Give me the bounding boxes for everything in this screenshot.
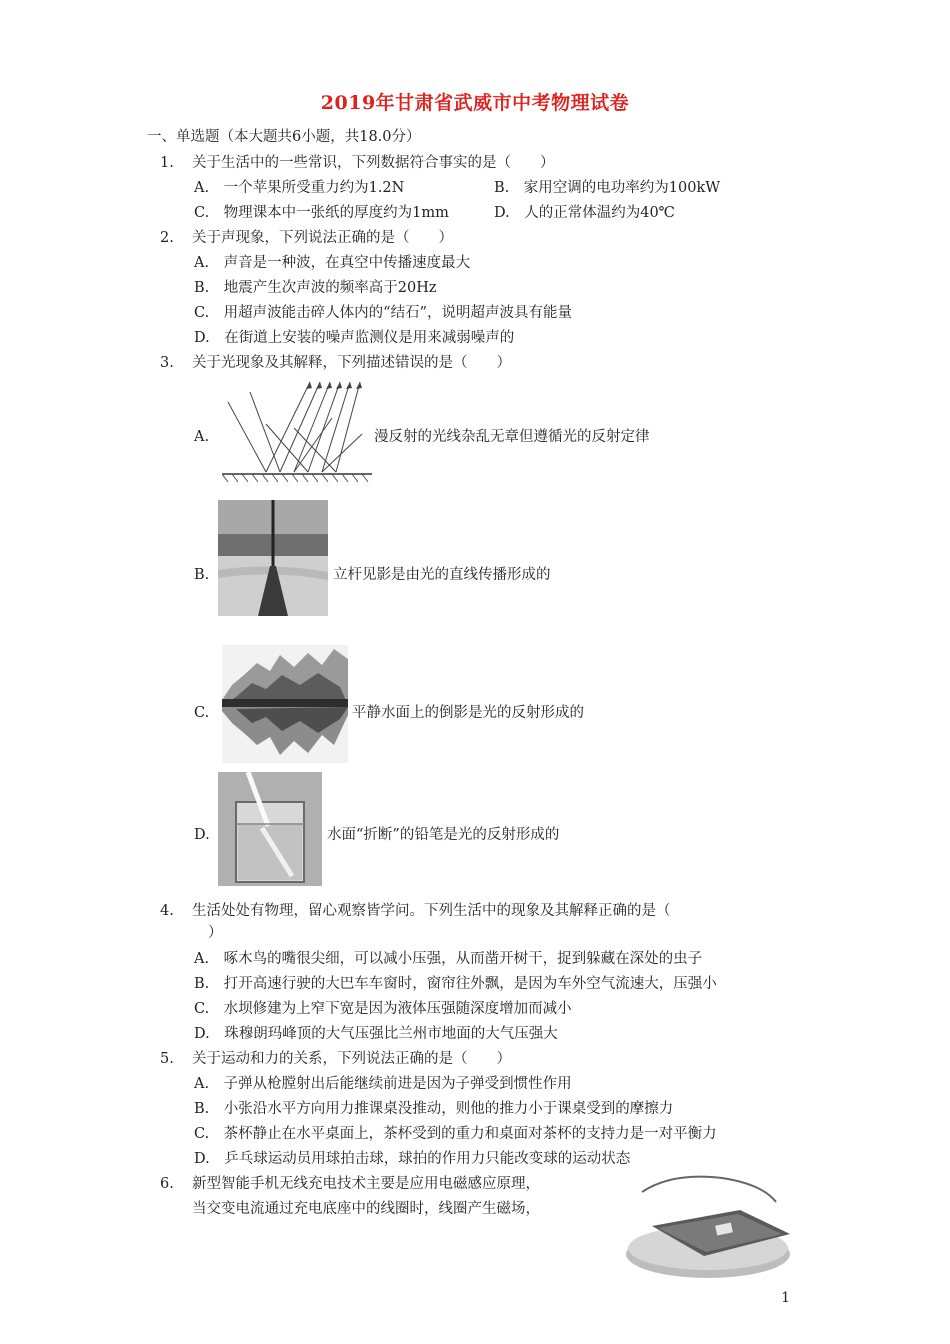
option-d: D. 乒乓球运动员用球拍击球，球拍的作用力只能改变球的运动状态	[194, 1151, 631, 1167]
option-a: A. 啄木鸟的嘴很尖细，可以减小压强，从而凿开树干，捉到躲藏在深处的虫子	[194, 951, 703, 967]
question-number: 2.	[160, 230, 174, 246]
option-d: D. 在街道上安装的噪声监测仪是用来减弱噪声的	[194, 330, 515, 346]
option-letter: A.	[194, 429, 210, 445]
option-b: B. 小张沿水平方向用力推课桌没推动，则他的推力小于课桌受到的摩擦力	[194, 1101, 674, 1117]
section-heading: 一、单选题（本大题共6小题，共18.0分）	[147, 129, 421, 145]
option-d: D. 珠穆朗玛峰顶的大气压强比兰州市地面的大气压强大	[194, 1026, 558, 1042]
option-b: B. 打开高速行驶的大巴车车窗时，窗帘往外飘，是因为车外空气流速大，压强小	[194, 976, 717, 992]
option-a: A. 声音是一种波，在真空中传播速度最大	[194, 255, 471, 271]
question-number: 6.	[160, 1176, 174, 1192]
option-a: A. 一个苹果所受重力约为1.2N	[194, 180, 405, 196]
question-number: 5.	[160, 1051, 174, 1067]
wireless-charger-photo	[612, 1172, 796, 1282]
question-stem: 关于声现象，下列说法正确的是（ ）	[192, 230, 453, 246]
question-number: 4.	[160, 903, 174, 919]
option-text: 平静水面上的倒影是光的反射形成的	[352, 705, 584, 721]
question-number: 3.	[160, 355, 174, 371]
question-stem: 关于生活中的一些常识，下列数据符合事实的是（ ）	[192, 155, 555, 171]
question-number: 1.	[160, 155, 174, 171]
page-number: 1	[781, 1290, 790, 1306]
option-d: D. 人的正常体温约为40℃	[494, 205, 675, 221]
pencil-in-water-photo	[218, 772, 322, 886]
option-c: C. 用超声波能击碎人体内的“结石”，说明超声波具有能量	[194, 305, 573, 321]
water-reflection-photo	[222, 645, 348, 763]
pole-shadow-photo	[218, 500, 328, 616]
option-c: C. 物理课本中一张纸的厚度约为1mm	[194, 205, 449, 221]
option-b: B. 家用空调的电功率约为100kW	[494, 180, 721, 196]
option-b: B. 地震产生次声波的频率高于20Hz	[194, 280, 437, 296]
question-stem-cont: 当交变电流通过充电底座中的线圈时，线圈产生磁场，	[192, 1201, 540, 1217]
option-letter: C.	[194, 705, 210, 721]
option-a: A. 子弹从枪膛射出后能继续前进是因为子弹受到惯性作用	[194, 1076, 572, 1092]
question-stem-cont: ）	[208, 925, 223, 941]
option-text: 立杆见影是由光的直线传播形成的	[333, 567, 551, 583]
option-c: C. 水坝修建为上窄下宽是因为液体压强随深度增加而减小	[194, 1001, 572, 1017]
diffuse-reflection-figure	[222, 378, 372, 486]
question-stem: 生活处处有物理，留心观察皆学问。下列生活中的现象及其解释正确的是（	[192, 903, 671, 919]
question-stem: 关于运动和力的关系，下列说法正确的是（ ）	[192, 1051, 511, 1067]
option-letter: D.	[194, 827, 210, 843]
option-c: C. 茶杯静止在水平桌面上，茶杯受到的重力和桌面对茶杯的支持力是一对平衡力	[194, 1126, 717, 1142]
question-stem: 新型智能手机无线充电技术主要是应用电磁感应原理，	[192, 1176, 540, 1192]
option-text: 水面“折断”的铅笔是光的反射形成的	[327, 827, 560, 843]
option-letter: B.	[194, 567, 210, 583]
exam-title: 2019年甘肃省武威市中考物理试卷	[320, 92, 630, 114]
question-stem: 关于光现象及其解释，下列描述错误的是（ ）	[192, 355, 511, 371]
option-text: 漫反射的光线杂乱无章但遵循光的反射定律	[374, 429, 650, 445]
